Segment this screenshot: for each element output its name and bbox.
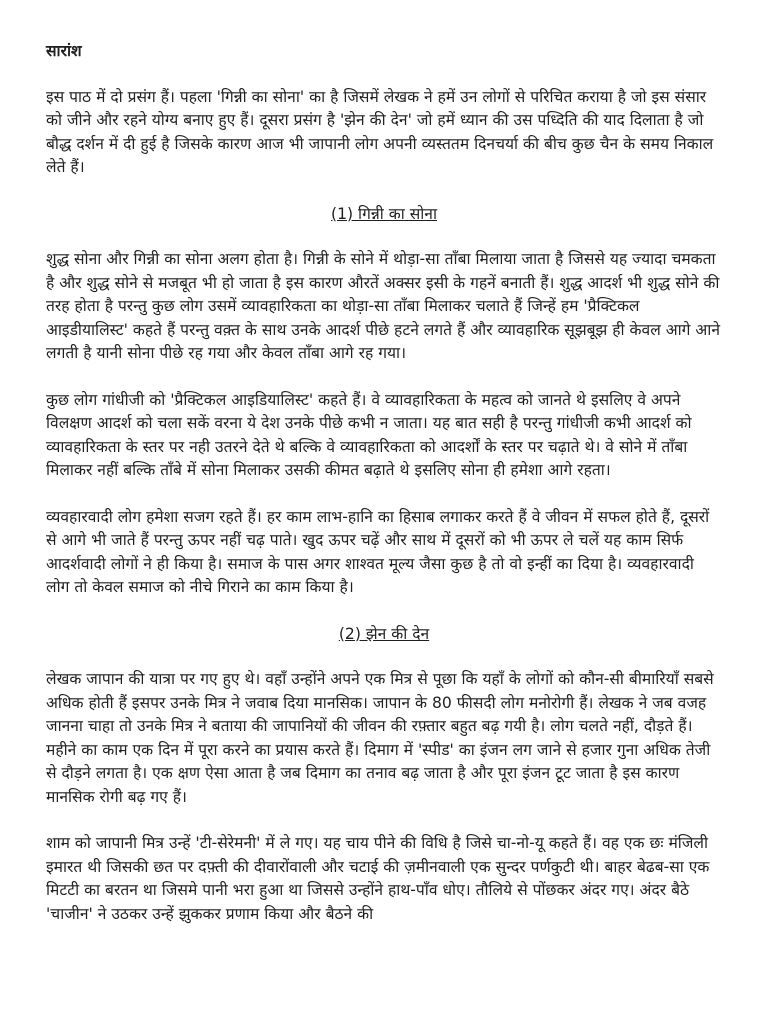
body-paragraph: व्यवहारवादी लोग हमेशा सजग रहते हैं। हर काम लाभ-हानि का हिसाब लगाकर करते हैं वे जीवन में सफल होते हैं, दूसरों से आगे भी जाते हैं परन्तु ऊपर नहीं चढ़ पाते। खुद ऊपर चढ़ें और साथ में दूसरों को भी ऊपर ले चलें यह काम सिर्फ आदर्शवादी लोगों ने ही किया है। समाज के पास अगर शाश्वत मूल्य जैसा कुछ है तो वो इन्हीं का दिया है। व्यवहारवादी लोग तो केवल समाज को नीचे गिराने का काम किया है।: [46, 507, 710, 596]
intro-paragraph: इस पाठ में दो प्रसंग हैं। पहला 'गिन्नी का सोना' का है जिसमें लेखक ने हमें उन लोगों से परिचित कराया है जो इस संसार को जीने और रहने योग्य बनाए हुए हैं। दूसरा प्रसंग है 'झेन की देन' जो हमें ध्यान की उस पध्दिति की याद दिलाता है जो बौद्ध दर्शन में दी हुई है जिसके कारण आज भी जापानी लोग अपनी व्यस्ततम दिनचर्या की बीच कुछ चैन के समय निकाल लेते हैं।: [46, 87, 714, 176]
section-heading: (2) झेन की देन: [338, 624, 430, 643]
body-paragraph: कुछ लोग गांधीजी को 'प्रैक्टिकल आइडियालिस्ट' कहते हैं। वे व्यावहारिकता के महत्व को जानते थे इसलिए वे अपने विलक्षण आदर्श को चला सकें वरना ये देश उनके पीछे कभी न जाता। यह बात सही है परन्तु गांधीजी कभी आदर्श को व्यावहारिकता के स्तर पर नही उतरने देते थे बल्कि वे व्यावहारिकता को आदर्शों के स्तर पर चढ़ाते थे। वे सोने में ताँबा मिलाकर नहीं बल्कि ताँबे में सोना मिलाकर उसकी कीमत बढ़ाते थे इसलिए सोना ही हमेशा आगे रहता।: [46, 390, 692, 479]
document-page: [46, 40, 722, 949]
section-ginni-ka-sona: [46, 203, 722, 600]
document-title: सारांश: [46, 42, 82, 60]
body-paragraph: शुद्ध सोना और गिन्नी का सोना अलग होता है। गिन्नी के सोने में थोड़ा-सा ताँबा मिलाया जाता है जिससे यह ज्यादा चमकता है और शुद्ध सोने से मजबूत भी हो जाता है इस कारण औरतें अक्सर इसी के गहनें बनाती हैं। शुद्ध आदर्श भी शुद्ध सोने की तरह होता है परन्तु कुछ लोग उसमें व्यावहारिकता का थोड़ा-सा ताँबा मिलाकर चलाते हैं जिन्हें हम 'प्रैक्टिकल आइडीयालिस्ट' कहते हैं परन्तु वक़्त के साथ उनके आदर्श पीछे हटने लगते हैं और व्यावहारिक सूझबूझ ही केवल आगे आने लगती है यानी सोना पीछे रह गया और केवल ताँबा आगे रह गया।: [46, 250, 720, 362]
body-paragraph: लेखक जापान की यात्रा पर गए हुए थे। वहाँ उन्होंने अपने एक मित्र से पूछा कि यहाँ के लोगों को कौन-सी बीमारियाँ सबसे अधिक होती हैं इसपर उनके मित्र ने जवाब दिया मानसिक। जापान के 80 फीसदी लोग मनोरोगी हैं। लेखक ने जब वजह जानना चाहा तो उनके मित्र ने बताया की जापानियों की जीवन की रफ़्तार बहुत बढ़ गयी है। लोग चलते नहीं, दौड़ते हैं। महीने का काम एक दिन में पूरा करने का प्रयास करते हैं। दिमाग में 'स्पीड' का इंजन लग जाने से हजार गुना अधिक तेजी से दौड़ने लगता है। एक क्षण ऐसा आता है जब दिमाग का तनाव बढ़ जाता है और पूरा इंजन टूट जाता है इस कारण मानसिक रोगी बढ़ गए हैं।: [46, 670, 714, 806]
section-heading: (1) गिन्नी का सोना: [331, 204, 437, 223]
section-jhen-ki-den: [46, 623, 722, 927]
body-paragraph: शाम को जापानी मित्र उन्हें 'टी-सेरेमनी' में ले गए। यह चाय पीने की विधि है जिसे चा-नो-यू कहते हैं। वह एक छः मंजिली इमारत थी जिसकी छत पर दफ़्ती की दीवारोंवाली और चटाई की ज़मीनवाली एक सुन्दर पर्णकुटी थी। बाहर बेढब-सा एक मिटटी का बरतन था जिसमे पानी भरा हुआ था जिससे उन्होंने हाथ-पाँव धोए। तौलिये से पोंछकर अंदर गए। अंदर बैठे 'चाजीन' ने उठकर उन्हें झुककर प्रणाम किया और बैठने की: [46, 834, 710, 923]
